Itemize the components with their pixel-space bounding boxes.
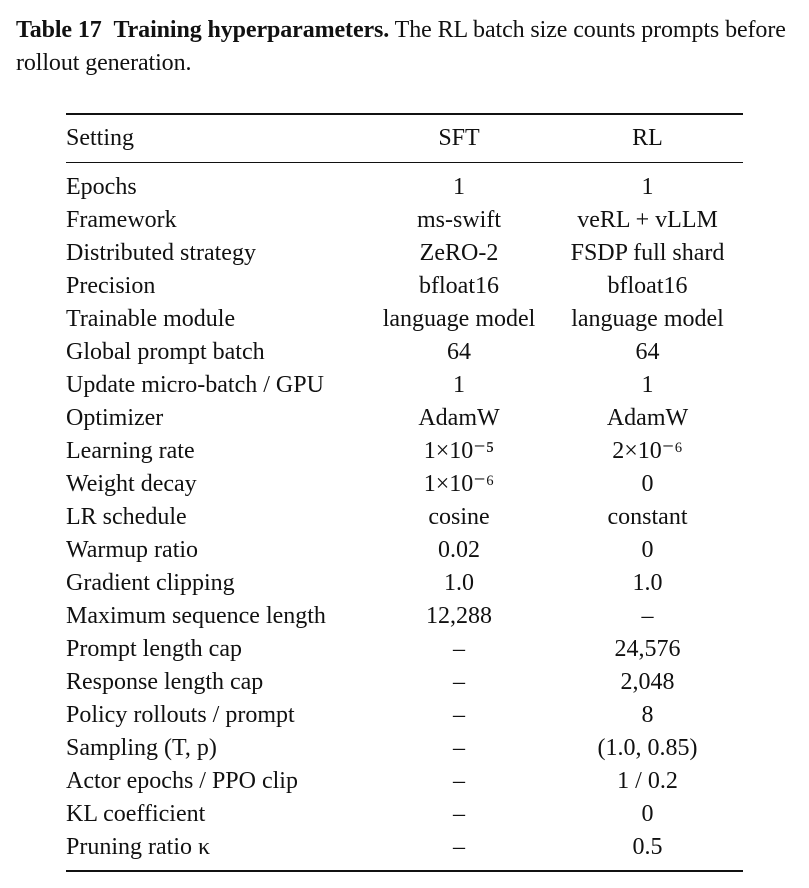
cell-rl: 0 [641, 801, 654, 827]
cell-rl: bfloat16 [607, 273, 688, 299]
table-header-row [66, 114, 743, 163]
table-row [66, 237, 743, 270]
cell-rl: 1.0 [632, 570, 663, 596]
caption-text: The RL batch size counts prompts before rollout generation. [16, 17, 786, 76]
cell-sft: 64 [447, 339, 471, 365]
cell-setting: Maximum sequence length [66, 603, 326, 629]
cell-rl: 0 [641, 471, 654, 497]
table-row [66, 369, 743, 402]
cell-sft: – [453, 636, 465, 662]
header-setting: Setting [66, 125, 135, 151]
cell-sft: 1 [453, 372, 465, 398]
cell-sft: cosine [428, 504, 490, 530]
cell-sft: 1×10⁻⁶ [423, 471, 495, 497]
table-row [66, 270, 743, 303]
cell-rl: veRL + vLLM [577, 207, 718, 233]
cell-rl: 8 [641, 702, 654, 728]
cell-sft: language model [382, 306, 536, 332]
table-row [66, 831, 743, 871]
table-row [66, 303, 743, 336]
hyperparameter-table [66, 113, 743, 872]
cell-rl: 1 [641, 372, 654, 398]
cell-sft: – [453, 735, 465, 761]
cell-rl: 24,576 [614, 636, 681, 662]
cell-setting: Optimizer [66, 405, 164, 431]
cell-rl: – [641, 603, 654, 629]
cell-sft: – [453, 702, 465, 728]
cell-rl: 2,048 [620, 669, 675, 695]
cell-setting: Framework [66, 207, 177, 233]
table-row [66, 163, 743, 205]
cell-sft: – [453, 801, 465, 827]
caption-title: Training hyperparameters. [113, 17, 390, 43]
cell-setting: Warmup ratio [66, 537, 199, 563]
cell-sft: AdamW [418, 405, 500, 431]
cell-sft: – [453, 768, 465, 794]
table-body [66, 163, 743, 872]
cell-sft: bfloat16 [419, 273, 499, 299]
cell-setting: Learning rate [66, 438, 195, 464]
hyperparameter-table-container [66, 113, 743, 872]
cell-setting: Policy rollouts / prompt [66, 702, 295, 728]
table-row [66, 798, 743, 831]
cell-setting: Prompt length cap [66, 636, 242, 662]
table-row [66, 567, 743, 600]
cell-setting: Update micro-batch / GPU [66, 372, 324, 398]
table-row [66, 204, 743, 237]
table-row [66, 336, 743, 369]
cell-rl: 0.5 [632, 834, 663, 860]
table-row [66, 765, 743, 798]
cell-rl: 0 [641, 537, 654, 563]
table-row [66, 666, 743, 699]
cell-setting: Gradient clipping [66, 570, 235, 596]
cell-rl: FSDP full shard [570, 240, 725, 266]
cell-rl: 64 [635, 339, 660, 365]
cell-setting: Trainable module [66, 306, 236, 332]
cell-setting: Epochs [66, 174, 137, 200]
cell-rl: language model [571, 306, 724, 332]
cell-rl: (1.0, 0.85) [597, 735, 698, 761]
cell-setting: Distributed strategy [66, 240, 256, 266]
table-row [66, 435, 743, 468]
table-row [66, 468, 743, 501]
cell-sft: ms-swift [417, 207, 501, 233]
cell-setting: KL coefficient [66, 801, 206, 827]
table-row [66, 402, 743, 435]
cell-rl: AdamW [606, 405, 689, 431]
cell-rl: 1 / 0.2 [617, 768, 678, 794]
cell-setting: Actor epochs / PPO clip [66, 768, 298, 794]
cell-setting: Weight decay [66, 471, 197, 497]
cell-rl: constant [607, 504, 688, 530]
table-row [66, 600, 743, 633]
header-sft: SFT [438, 125, 480, 151]
header-rl: RL [632, 125, 663, 151]
cell-setting: Precision [66, 273, 156, 299]
cell-setting: LR schedule [66, 504, 187, 530]
table-caption [16, 14, 806, 80]
cell-sft: – [453, 669, 465, 695]
cell-setting: Global prompt batch [66, 339, 265, 365]
table-row [66, 501, 743, 534]
cell-setting: Sampling (T, p) [66, 735, 217, 761]
cell-sft: – [453, 834, 465, 860]
cell-rl: 2×10⁻⁶ [612, 438, 683, 464]
cell-sft: 1.0 [444, 570, 474, 596]
cell-sft: 12,288 [426, 603, 492, 629]
cell-sft: 0.02 [438, 537, 480, 563]
table-row [66, 534, 743, 567]
cell-setting: Response length cap [66, 669, 264, 695]
cell-rl: 1 [641, 174, 654, 200]
table-row [66, 732, 743, 765]
caption-label: Table 17 [16, 17, 102, 43]
cell-sft: 1×10⁻⁵ [423, 438, 495, 464]
cell-setting: Pruning ratio κ [66, 834, 211, 860]
cell-sft: 1 [453, 174, 465, 200]
table-row [66, 699, 743, 732]
table-row [66, 633, 743, 666]
cell-sft: ZeRO-2 [419, 240, 499, 266]
